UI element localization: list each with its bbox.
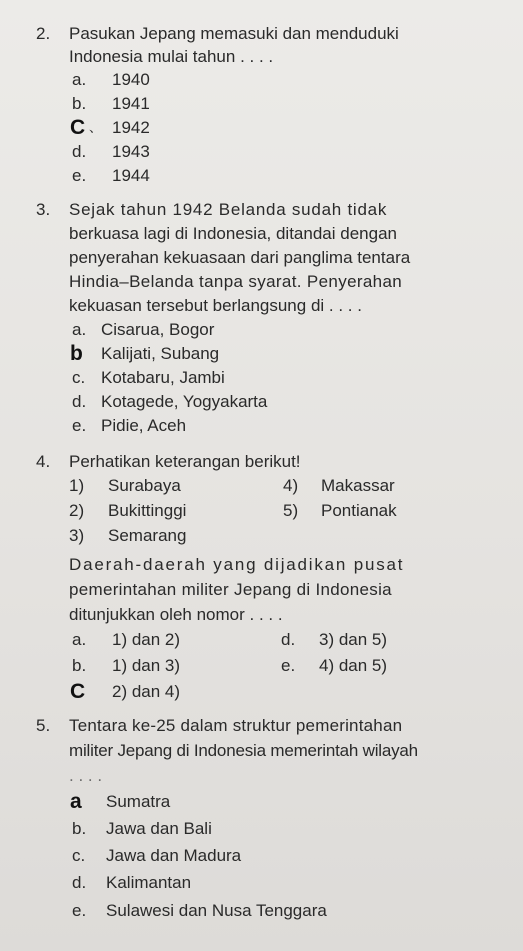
option-text: 1942	[112, 118, 150, 137]
question-text-line: Indonesia mulai tahun . . . .	[69, 47, 274, 66]
option-text: Pidie, Aceh	[101, 416, 187, 435]
option-letter: b.	[72, 656, 87, 675]
option-text: 1) dan 2)	[112, 630, 181, 649]
answer-mark-letter: b	[70, 342, 83, 365]
question-text-line: Perhatikan keterangan berikut!	[69, 452, 301, 471]
option-letter: d.	[281, 630, 296, 649]
option-letter: e.	[72, 416, 87, 435]
option-text: 1) dan 3)	[112, 656, 181, 675]
question-text-line: militer Jepang di Indonesia memerintah wilayah	[69, 741, 418, 760]
list-item-number: 2)	[69, 501, 85, 520]
answer-mark-letter: a	[70, 790, 82, 813]
question-number: 5.	[36, 716, 51, 735]
list-item-number: 1)	[69, 476, 85, 495]
answer-mark-letter: C	[70, 680, 86, 703]
question-text-line: Pasukan Jepang memasuki dan menduduki	[69, 24, 399, 43]
question-number: 3.	[36, 200, 51, 219]
option-letter: a.	[72, 70, 87, 89]
option-letter: b.	[72, 819, 87, 838]
list-item-text: Pontianak	[321, 501, 397, 520]
mark-tick: 、	[89, 120, 103, 135]
question-text-line: kekuasan tersebut berlangsung di . . . .	[69, 296, 362, 315]
list-item-number: 3)	[69, 526, 85, 545]
option-text: Kotabaru, Jambi	[101, 368, 225, 387]
option-text: Kalimantan	[106, 873, 192, 892]
option-letter: a.	[72, 320, 87, 339]
question-text-line: . . . .	[69, 766, 103, 785]
option-text: Sumatra	[106, 792, 171, 811]
question-text-line: penyerahan kekuasaan dari panglima tentara	[69, 248, 411, 267]
list-item-number: 4)	[283, 476, 299, 495]
list-item-text: Makassar	[321, 476, 395, 495]
question-text-line: pemerintahan militer Jepang di Indonesia	[69, 580, 392, 599]
question-number: 4.	[36, 452, 51, 471]
option-text: Kalijati, Subang	[101, 344, 220, 363]
option-letter: b.	[72, 94, 87, 113]
option-text: 1940	[112, 70, 150, 89]
option-text: 2) dan 4)	[112, 682, 181, 701]
question-text-line: Daerah-daerah yang dijadikan pusat	[69, 555, 405, 574]
option-text: 1941	[112, 94, 150, 113]
list-item-text: Semarang	[108, 526, 187, 545]
answer-mark-letter: C	[70, 116, 86, 139]
list-item-number: 5)	[283, 501, 299, 520]
option-text: 3) dan 5)	[319, 630, 388, 649]
list-item-text: Bukittinggi	[108, 501, 187, 520]
list-item-text: Surabaya	[108, 476, 181, 495]
option-text: Jawa dan Madura	[106, 846, 242, 865]
option-letter: e.	[72, 166, 87, 185]
option-text: Cisarua, Bogor	[101, 320, 215, 339]
option-text: 4) dan 5)	[319, 656, 388, 675]
question-number: 2.	[36, 24, 51, 43]
option-text: 1943	[112, 142, 150, 161]
question-text-line: Tentara ke-25 dalam struktur pemerintahan	[69, 716, 403, 735]
option-letter: d.	[72, 392, 87, 411]
question-text-line: Sejak tahun 1942 Belanda sudah tidak	[69, 200, 388, 219]
option-letter: c.	[72, 846, 86, 865]
option-letter: e.	[281, 656, 296, 675]
question-text-line: ditunjukkan oleh nomor . . . .	[69, 605, 283, 624]
option-text: Sulawesi dan Nusa Tenggara	[106, 901, 327, 920]
option-text: Jawa dan Bali	[106, 819, 212, 838]
option-text: Kotagede, Yogyakarta	[101, 392, 268, 411]
option-text: 1944	[112, 166, 150, 185]
question-text-line: berkuasa lagi di Indonesia, ditandai dengan	[69, 224, 397, 243]
option-letter: a.	[72, 630, 87, 649]
option-letter: d.	[72, 142, 87, 161]
option-letter: d.	[72, 873, 87, 892]
question-text-line: Hindia–Belanda tanpa syarat. Penyerahan	[69, 272, 403, 291]
option-letter: c.	[72, 368, 86, 387]
option-letter: e.	[72, 901, 87, 920]
